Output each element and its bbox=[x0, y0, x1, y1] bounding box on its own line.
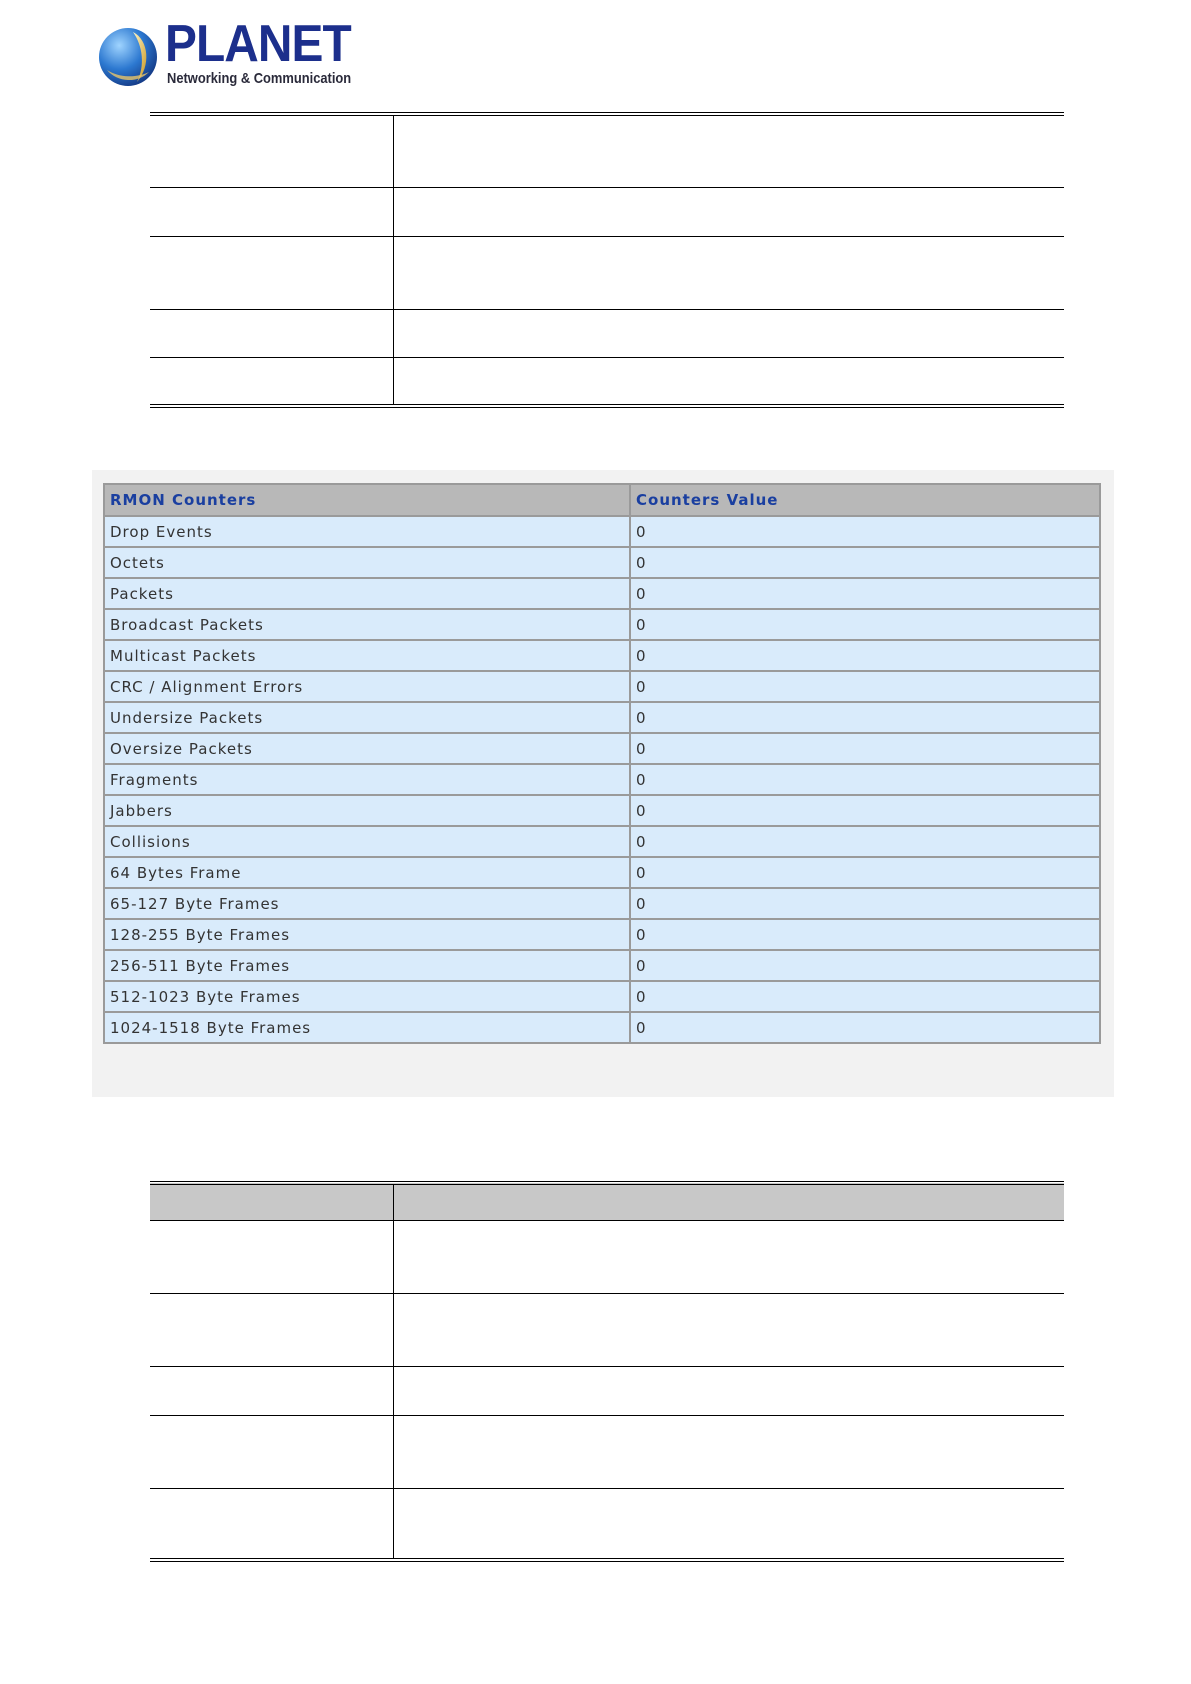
counter-value: 0 bbox=[630, 547, 1100, 578]
counter-label: Octets bbox=[104, 547, 630, 578]
column-header-counter: RMON Counters bbox=[104, 484, 630, 516]
counter-value: 0 bbox=[630, 1012, 1100, 1043]
counter-label: Multicast Packets bbox=[104, 640, 630, 671]
counter-label: 1024-1518 Byte Frames bbox=[104, 1012, 630, 1043]
table-row bbox=[104, 578, 1100, 609]
counter-label: CRC / Alignment Errors bbox=[104, 671, 630, 702]
table-row bbox=[104, 547, 1100, 578]
counter-value: 0 bbox=[630, 671, 1100, 702]
globe-logo-icon bbox=[97, 26, 159, 88]
description-table-top bbox=[150, 112, 1064, 408]
counter-label: 256-511 Byte Frames bbox=[104, 950, 630, 981]
counter-label: 128-255 Byte Frames bbox=[104, 919, 630, 950]
rmon-counters-panel bbox=[92, 470, 1114, 1097]
counter-value: 0 bbox=[630, 981, 1100, 1012]
counter-label: Packets bbox=[104, 578, 630, 609]
counter-value: 0 bbox=[630, 950, 1100, 981]
counter-label: Collisions bbox=[104, 826, 630, 857]
rmon-counters-table bbox=[103, 483, 1101, 1044]
counter-value: 0 bbox=[630, 795, 1100, 826]
table-row bbox=[104, 950, 1100, 981]
counter-label: Drop Events bbox=[104, 516, 630, 547]
column-header-value: Counters Value bbox=[630, 484, 1100, 516]
counter-label: 512-1023 Byte Frames bbox=[104, 981, 630, 1012]
counter-label: Broadcast Packets bbox=[104, 609, 630, 640]
counter-value: 0 bbox=[630, 640, 1100, 671]
table-row bbox=[104, 609, 1100, 640]
counter-value: 0 bbox=[630, 764, 1100, 795]
counter-label: Oversize Packets bbox=[104, 733, 630, 764]
planet-logo bbox=[97, 15, 357, 92]
counter-label: Jabbers bbox=[104, 795, 630, 826]
counter-label: Fragments bbox=[104, 764, 630, 795]
table-row bbox=[104, 981, 1100, 1012]
description-table-bottom bbox=[150, 1181, 1064, 1562]
table-row bbox=[104, 764, 1100, 795]
table-row bbox=[104, 702, 1100, 733]
table-header-row bbox=[104, 484, 1100, 516]
counter-label: 64 Bytes Frame bbox=[104, 857, 630, 888]
logo-wordmark: PLANET bbox=[165, 15, 351, 73]
table-row bbox=[104, 516, 1100, 547]
table-row bbox=[104, 857, 1100, 888]
counter-value: 0 bbox=[630, 733, 1100, 764]
logo-tagline: Networking & Communication bbox=[167, 70, 352, 87]
table-row bbox=[104, 888, 1100, 919]
table-row bbox=[104, 919, 1100, 950]
counter-value: 0 bbox=[630, 888, 1100, 919]
table-row bbox=[104, 795, 1100, 826]
counter-value: 0 bbox=[630, 857, 1100, 888]
table-row bbox=[104, 640, 1100, 671]
counter-label: Undersize Packets bbox=[104, 702, 630, 733]
counter-label: 65-127 Byte Frames bbox=[104, 888, 630, 919]
counter-value: 0 bbox=[630, 919, 1100, 950]
table-row bbox=[104, 826, 1100, 857]
table-row bbox=[104, 671, 1100, 702]
counter-value: 0 bbox=[630, 826, 1100, 857]
counter-value: 0 bbox=[630, 702, 1100, 733]
table-row bbox=[104, 1012, 1100, 1043]
counter-value: 0 bbox=[630, 578, 1100, 609]
counter-value: 0 bbox=[630, 516, 1100, 547]
table-row bbox=[104, 733, 1100, 764]
counter-value: 0 bbox=[630, 609, 1100, 640]
table-header-row bbox=[150, 1183, 1064, 1220]
